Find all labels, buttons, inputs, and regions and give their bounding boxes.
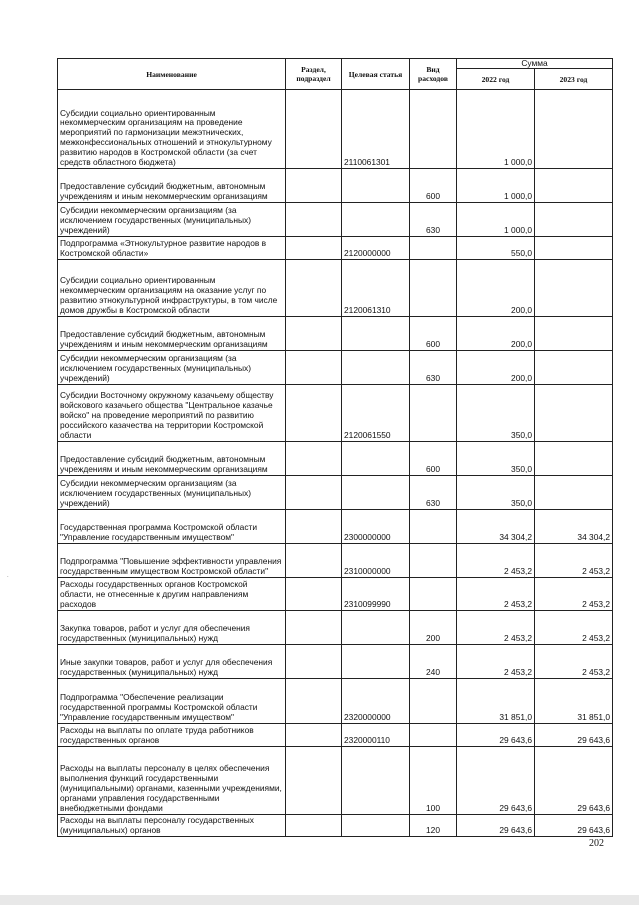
- row-sum-2022: 1 000,0: [457, 203, 535, 237]
- row-name: Расходы на выплаты персоналу государственных (муниципальных) органов: [58, 815, 286, 837]
- row-expense-type: [410, 260, 457, 317]
- row-target-code: [342, 442, 410, 476]
- row-target-code: 2120061310: [342, 260, 410, 317]
- row-target-code: 2120000000: [342, 237, 410, 260]
- row-sum-2022: 200,0: [457, 317, 535, 351]
- row-expense-type: [410, 510, 457, 544]
- row-expense-type: 100: [410, 747, 457, 815]
- row-sum-2022: 29 643,6: [457, 724, 535, 747]
- row-expense-type: [410, 679, 457, 724]
- row-sum-2023: 2 453,2: [535, 611, 613, 645]
- row-sum-2022: 350,0: [457, 476, 535, 510]
- row-section: [286, 724, 342, 747]
- table-row: [58, 724, 613, 747]
- row-name: Закупка товаров, работ и услуг для обеспечения государственных (муниципальных) нужд: [58, 611, 286, 645]
- row-target-code: 2320000000: [342, 679, 410, 724]
- row-target-code: 2310000000: [342, 544, 410, 578]
- row-sum-2022: 31 851,0: [457, 679, 535, 724]
- row-section: [286, 578, 342, 611]
- header-year-2023: 2023 год: [535, 69, 613, 90]
- table-row: [58, 237, 613, 260]
- row-name: Субсидии некоммерческим организациям (за исключением государственных (муниципальных) учреждений): [58, 351, 286, 385]
- page-number: 202: [589, 838, 604, 849]
- row-name: Предоставление субсидий бюджетным, автономным учреждениям и иным некоммерческим организациям: [58, 169, 286, 203]
- row-expense-type: 600: [410, 169, 457, 203]
- row-sum-2023: 29 643,6: [535, 747, 613, 815]
- row-expense-type: [410, 578, 457, 611]
- row-name: Субсидии социально ориентированным некоммерческим организациям на оказание услуг по развитию этнокультурной инфраструктуры, в том числе домов дружбы в Костромской области: [58, 260, 286, 317]
- table-row: [58, 645, 613, 679]
- row-target-code: [342, 203, 410, 237]
- row-sum-2022: 1 000,0: [457, 90, 535, 169]
- row-name: Подпрограмма "Обеспечение реализации государственной программы Костромской области "Управление государственным имуществом": [58, 679, 286, 724]
- row-sum-2023: [535, 260, 613, 317]
- row-expense-type: [410, 724, 457, 747]
- row-target-code: 2110061301: [342, 90, 410, 169]
- row-section: [286, 510, 342, 544]
- header-sum: Сумма: [457, 59, 613, 69]
- row-target-code: [342, 747, 410, 815]
- row-section: [286, 317, 342, 351]
- row-target-code: 2310099990: [342, 578, 410, 611]
- row-sum-2023: 31 851,0: [535, 679, 613, 724]
- row-target-code: [342, 611, 410, 645]
- row-sum-2023: 29 643,6: [535, 815, 613, 837]
- table-row: [58, 317, 613, 351]
- table-row: [58, 260, 613, 317]
- row-sum-2023: [535, 351, 613, 385]
- row-section: [286, 544, 342, 578]
- table-row: [58, 611, 613, 645]
- row-expense-type: 630: [410, 203, 457, 237]
- row-section: [286, 237, 342, 260]
- row-name: Расходы на выплаты по оплате труда работников государственных органов: [58, 724, 286, 747]
- table-row: [58, 747, 613, 815]
- row-sum-2023: [535, 203, 613, 237]
- table-row: [58, 351, 613, 385]
- row-expense-type: 200: [410, 611, 457, 645]
- row-sum-2022: 2 453,2: [457, 611, 535, 645]
- table-row: [58, 476, 613, 510]
- row-expense-type: 630: [410, 351, 457, 385]
- row-target-code: [342, 815, 410, 837]
- row-sum-2023: [535, 476, 613, 510]
- row-expense-type: 120: [410, 815, 457, 837]
- scan-edge: [0, 895, 639, 905]
- row-sum-2023: [535, 317, 613, 351]
- row-name: Государственная программа Костромской области "Управление государственным имуществом": [58, 510, 286, 544]
- row-name: Предоставление субсидий бюджетным, автономным учреждениям и иным некоммерческим организациям: [58, 442, 286, 476]
- row-expense-type: 240: [410, 645, 457, 679]
- row-sum-2023: [535, 169, 613, 203]
- row-section: [286, 611, 342, 645]
- row-sum-2022: 29 643,6: [457, 747, 535, 815]
- row-name: Предоставление субсидий бюджетным, автономным учреждениям и иным некоммерческим организациям: [58, 317, 286, 351]
- row-section: [286, 169, 342, 203]
- row-section: [286, 442, 342, 476]
- table-row: [58, 442, 613, 476]
- row-target-code: [342, 169, 410, 203]
- row-section: [286, 260, 342, 317]
- header-name: Наименование: [58, 59, 286, 90]
- row-target-code: 2320000110: [342, 724, 410, 747]
- row-sum-2022: 34 304,2: [457, 510, 535, 544]
- row-section: [286, 203, 342, 237]
- row-expense-type: [410, 90, 457, 169]
- row-sum-2022: 550,0: [457, 237, 535, 260]
- header-year-2022: 2022 год: [457, 69, 535, 90]
- header-section: Раздел, подраздел: [286, 59, 342, 90]
- row-name: Субсидии Восточному окружному казачьему обществу войскового казачьего общества "Центральное казачье войско" на проведение мероприятий по развитию российского казачества на территории Костромской области: [58, 385, 286, 442]
- row-sum-2022: 200,0: [457, 260, 535, 317]
- row-expense-type: 630: [410, 476, 457, 510]
- table-row: [58, 169, 613, 203]
- row-target-code: [342, 351, 410, 385]
- row-sum-2023: 29 643,6: [535, 724, 613, 747]
- row-section: [286, 385, 342, 442]
- row-sum-2023: [535, 442, 613, 476]
- row-name: Иные закупки товаров, работ и услуг для обеспечения государственных (муниципальных) нужд: [58, 645, 286, 679]
- table-row: [58, 578, 613, 611]
- row-section: [286, 815, 342, 837]
- table-row: [58, 679, 613, 724]
- row-expense-type: [410, 385, 457, 442]
- row-expense-type: [410, 237, 457, 260]
- row-target-code: 2300000000: [342, 510, 410, 544]
- row-target-code: [342, 317, 410, 351]
- row-target-code: 2120061550: [342, 385, 410, 442]
- row-expense-type: [410, 544, 457, 578]
- row-target-code: [342, 476, 410, 510]
- row-section: [286, 747, 342, 815]
- row-sum-2023: 2 453,2: [535, 645, 613, 679]
- row-name: Субсидии некоммерческим организациям (за исключением государственных (муниципальных) учреждений): [58, 203, 286, 237]
- table-header: [58, 59, 613, 90]
- row-section: [286, 90, 342, 169]
- row-section: [286, 476, 342, 510]
- margin-mark: .: [7, 573, 9, 579]
- row-section: [286, 351, 342, 385]
- header-target: Целевая статья: [342, 59, 410, 90]
- row-sum-2022: 29 643,6: [457, 815, 535, 837]
- table-body: [58, 90, 613, 837]
- row-expense-type: 600: [410, 317, 457, 351]
- row-sum-2023: [535, 237, 613, 260]
- row-sum-2022: 2 453,2: [457, 544, 535, 578]
- row-target-code: [342, 645, 410, 679]
- row-sum-2023: [535, 90, 613, 169]
- table-row: [58, 203, 613, 237]
- table-row: [58, 385, 613, 442]
- row-name: Расходы государственных органов Костромской области, не отнесенные к другим направлениям расходов: [58, 578, 286, 611]
- row-sum-2022: 350,0: [457, 442, 535, 476]
- row-name: Расходы на выплаты персоналу в целях обеспечения выполнения функций государственными (муниципальными) органами, казенными учреждениями, органами управления государственными внебюджетными фондами: [58, 747, 286, 815]
- row-sum-2023: 34 304,2: [535, 510, 613, 544]
- row-sum-2023: 2 453,2: [535, 544, 613, 578]
- header-expense-type: Вид расходов: [410, 59, 457, 90]
- table-row: [58, 815, 613, 837]
- row-sum-2022: 2 453,2: [457, 645, 535, 679]
- row-sum-2023: 2 453,2: [535, 578, 613, 611]
- table-row: [58, 510, 613, 544]
- row-sum-2022: 350,0: [457, 385, 535, 442]
- table-row: [58, 544, 613, 578]
- row-sum-2022: 200,0: [457, 351, 535, 385]
- row-section: [286, 645, 342, 679]
- row-name: Подпрограмма «Этнокультурное развитие народов в Костромской области»: [58, 237, 286, 260]
- row-sum-2022: 2 453,2: [457, 578, 535, 611]
- row-name: Субсидии некоммерческим организациям (за исключением государственных (муниципальных) учреждений): [58, 476, 286, 510]
- row-sum-2023: [535, 385, 613, 442]
- row-section: [286, 679, 342, 724]
- row-name: Субсидии социально ориентированным некоммерческим организациям на проведение мероприятий по гармонизации межэтнических, межконфессиональных отношений и этнокультурному развитию народов в Костромской области (за счет средств областного бюджета): [58, 90, 286, 169]
- row-expense-type: 600: [410, 442, 457, 476]
- table-row: [58, 90, 613, 169]
- row-sum-2022: 1 000,0: [457, 169, 535, 203]
- budget-table: [57, 58, 613, 837]
- row-name: Подпрограмма "Повышение эффективности управления государственным имуществом Костромской области": [58, 544, 286, 578]
